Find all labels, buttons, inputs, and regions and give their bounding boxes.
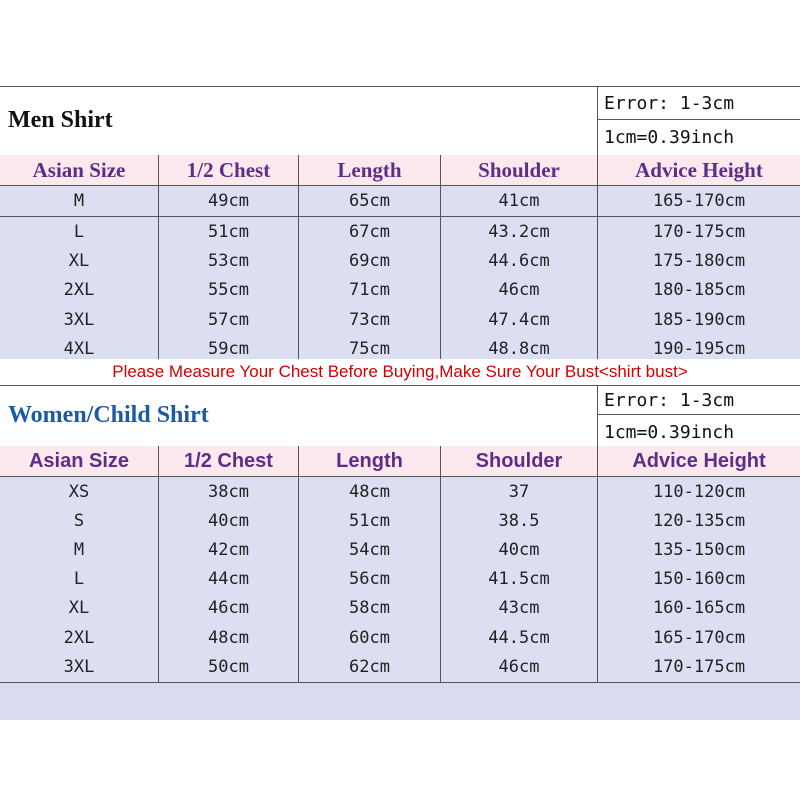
chest-cell: 38cm	[158, 477, 298, 507]
chest-cell: 55cm	[158, 275, 298, 305]
height-cell: 180-185cm	[597, 275, 800, 305]
length-cell: 58cm	[298, 593, 440, 623]
men-section-title: Men Shirt	[8, 107, 113, 133]
women-error-note: Error: 1-3cm	[598, 386, 800, 415]
length-cell: 62cm	[298, 652, 440, 682]
length-cell: 75cm	[298, 334, 440, 364]
size-cell: L	[73, 569, 85, 589]
table-row	[0, 535, 800, 566]
men-error-note: Error: 1-3cm	[598, 87, 800, 120]
chest-cell: 50cm	[158, 652, 298, 682]
table-row	[0, 246, 800, 277]
women-table-header	[0, 446, 800, 477]
table-row	[0, 217, 800, 248]
length-cell: 56cm	[298, 564, 440, 594]
women-section-title: Women/Child Shirt	[8, 402, 209, 428]
size-cell: S	[73, 511, 85, 531]
column-header-shoulder: Shoulder	[440, 446, 597, 476]
length-cell: 54cm	[298, 535, 440, 565]
column-header-asian-size: Asian Size	[28, 449, 130, 472]
shoulder-cell: 41.5cm	[440, 564, 597, 594]
shoulder-cell: 46cm	[440, 652, 597, 682]
length-cell: 51cm	[298, 506, 440, 536]
height-cell: 120-135cm	[597, 506, 800, 536]
column-header-half-chest: 1/2 Chest	[158, 446, 298, 476]
size-cell: 3XL	[63, 310, 95, 330]
measurement-warning: Please Measure Your Chest Before Buying,Make Sure Your Bust<shirt bust>	[0, 359, 800, 385]
size-cell: XL	[68, 251, 90, 271]
size-cell: M	[73, 540, 85, 560]
chest-cell: 46cm	[158, 593, 298, 623]
height-cell: 185-190cm	[597, 305, 800, 335]
chest-cell: 59cm	[158, 334, 298, 364]
length-cell: 69cm	[298, 246, 440, 276]
size-cell: 2XL	[63, 280, 95, 300]
chest-cell: 51cm	[158, 217, 298, 247]
shoulder-cell: 41cm	[440, 186, 597, 216]
women-section-header	[0, 385, 800, 455]
size-cell: XL	[68, 598, 90, 618]
chest-cell: 57cm	[158, 305, 298, 335]
height-cell: 165-170cm	[597, 623, 800, 653]
column-header-length: Length	[298, 155, 440, 185]
height-cell: 160-165cm	[597, 593, 800, 623]
shoulder-cell: 43.2cm	[440, 217, 597, 247]
table-row	[0, 477, 800, 508]
men-conversion-note: 1cm=0.39inch	[604, 127, 735, 148]
column-header-length: Length	[298, 446, 440, 476]
shoulder-cell: 47.4cm	[440, 305, 597, 335]
length-cell: 48cm	[298, 477, 440, 507]
women-conversion-note: 1cm=0.39inch	[604, 422, 735, 443]
chest-cell: 44cm	[158, 564, 298, 594]
height-cell: 150-160cm	[597, 564, 800, 594]
shoulder-cell: 44.5cm	[440, 623, 597, 653]
size-cell: 2XL	[63, 628, 95, 648]
table-row	[0, 593, 800, 624]
size-cell: L	[73, 222, 85, 242]
column-header-advice-height: Advice Height	[597, 155, 800, 185]
length-cell: 67cm	[298, 217, 440, 247]
chest-cell: 49cm	[158, 186, 298, 216]
shoulder-cell: 44.6cm	[440, 246, 597, 276]
column-header-advice-height: Advice Height	[597, 446, 800, 476]
women-notes	[597, 386, 800, 454]
length-cell: 73cm	[298, 305, 440, 335]
men-section-header	[0, 86, 800, 156]
table-row	[0, 186, 800, 217]
size-cell: XS	[68, 482, 90, 502]
height-cell: 110-120cm	[597, 477, 800, 507]
height-cell: 170-175cm	[597, 652, 800, 682]
chest-cell: 40cm	[158, 506, 298, 536]
men-table-header	[0, 155, 800, 186]
shoulder-cell: 38.5	[440, 506, 597, 536]
table-row	[0, 305, 800, 336]
table-row	[0, 652, 800, 683]
chest-cell: 42cm	[158, 535, 298, 565]
size-cell: 3XL	[63, 657, 95, 677]
shoulder-cell: 46cm	[440, 275, 597, 305]
height-cell: 135-150cm	[597, 535, 800, 565]
shoulder-cell: 37	[440, 477, 597, 507]
shoulder-cell: 48.8cm	[440, 334, 597, 364]
table-row	[0, 275, 800, 306]
height-cell: 170-175cm	[597, 217, 800, 247]
table-row	[0, 564, 800, 595]
length-cell: 65cm	[298, 186, 440, 216]
table-row	[0, 623, 800, 654]
size-cell: M	[73, 191, 85, 211]
column-header-half-chest: 1/2 Chest	[158, 155, 298, 185]
height-cell: 190-195cm	[597, 334, 800, 364]
chest-cell: 48cm	[158, 623, 298, 653]
height-cell: 165-170cm	[597, 186, 800, 216]
length-cell: 60cm	[298, 623, 440, 653]
shoulder-cell: 43cm	[440, 593, 597, 623]
table-row	[0, 506, 800, 537]
column-header-shoulder: Shoulder	[440, 155, 597, 185]
size-chart	[0, 86, 800, 720]
men-notes	[597, 87, 800, 155]
chest-cell: 53cm	[158, 246, 298, 276]
length-cell: 71cm	[298, 275, 440, 305]
column-header-asian-size: Asian Size	[32, 157, 126, 182]
size-cell: 4XL	[63, 339, 95, 359]
height-cell: 175-180cm	[597, 246, 800, 276]
shoulder-cell: 40cm	[440, 535, 597, 565]
